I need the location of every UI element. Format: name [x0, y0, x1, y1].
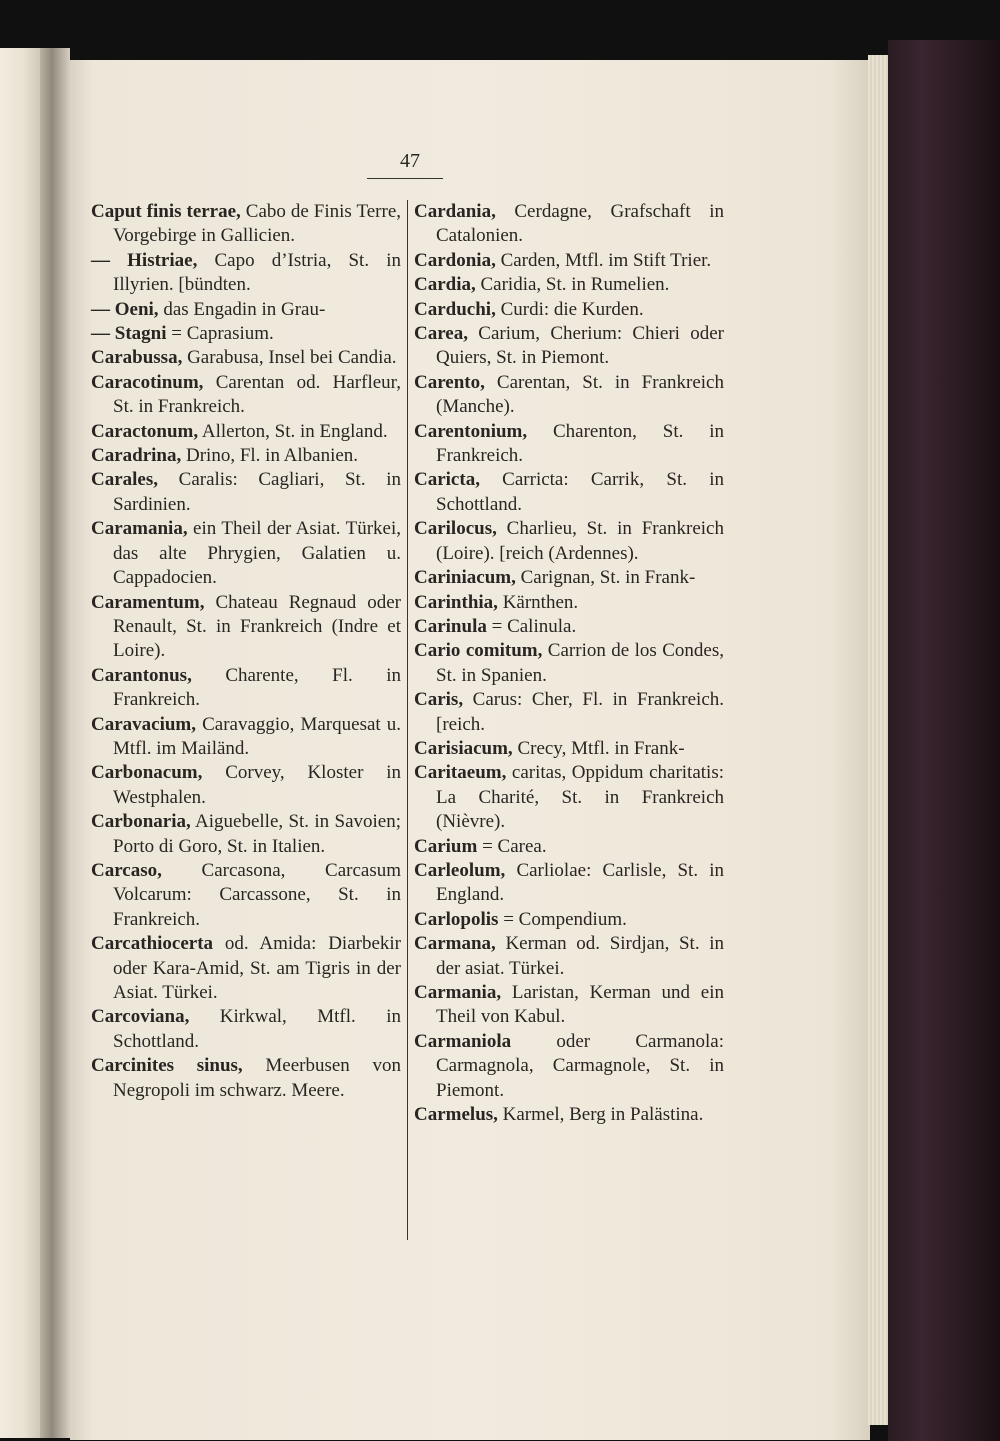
entry-text: Carentan od. Harfleur, St. in Frankreich. — [113, 371, 401, 418]
entry-term: Carcathiocerta — [91, 933, 214, 955]
dictionary-entry — [414, 298, 724, 322]
dictionary-entry — [414, 908, 724, 932]
dictionary-entry — [414, 1030, 724, 1103]
dictionary-entry — [414, 1103, 724, 1127]
right-column — [414, 200, 724, 1127]
entry-text: Caravaggio, Marquesat u. Mtfl. im Mailänd. — [113, 713, 401, 759]
dictionary-entry — [414, 859, 724, 908]
dictionary-entry — [91, 932, 401, 1005]
entry-term: Carmelus, — [414, 1104, 498, 1126]
dictionary-entry — [414, 688, 724, 737]
entry-term: Carinula — [414, 615, 487, 637]
entry-text: Carus: Cher, Fl. in Frankreich. [reich. — [436, 689, 724, 735]
entry-text: Caridia, St. in Rumelien. — [475, 274, 670, 296]
entry-term: Caramentum, — [91, 591, 205, 613]
entry-term: — Histriae, — [91, 249, 198, 271]
entry-term: Carcaso, — [91, 859, 162, 881]
entry-text: Caralis: Cagliari, St. in Sardinien. — [113, 469, 401, 515]
dictionary-entry — [91, 371, 401, 420]
entry-text: Cabo de Finis Terre, Vorgebirge in Gallicien. — [113, 201, 402, 247]
entry-term: Carduchi, — [414, 298, 496, 320]
entry-term: Carea, — [414, 323, 468, 345]
entry-text: Carentan, St. in Frankreich (Manche). — [436, 371, 724, 418]
entry-text: Carrion de los Condes, St. in Spanien. — [436, 640, 724, 686]
entry-text: das Engadin in Grau- — [158, 298, 326, 320]
entry-text: Kerman od. Sirdjan, St. in der asiat. Türkei. — [436, 933, 724, 979]
dictionary-entry — [91, 664, 401, 713]
entry-term: Caris, — [414, 689, 464, 711]
entry-term: Carmania, — [414, 982, 502, 1003]
page-number: 47 — [400, 150, 420, 172]
entry-term: Cardania, — [414, 201, 496, 222]
dictionary-entry — [414, 591, 724, 615]
entry-text: Charlieu, St. in Frankreich (Loire). [reich (Ardennes). — [436, 518, 724, 564]
entry-text: Drino, Fl. in Albanien. — [181, 445, 359, 467]
entry-text: Kärnthen. — [497, 591, 579, 613]
dictionary-entry — [414, 932, 724, 981]
entry-term: Caricta, — [414, 469, 480, 491]
entry-text: caritas, Oppidum charitatis: La Charité, St. in Frankreich (Nièvre). — [436, 762, 724, 833]
entry-term: Caput finis terrae, — [91, 201, 241, 222]
dictionary-entry — [91, 200, 401, 249]
entry-text: = Calinula. — [486, 615, 577, 637]
dictionary-entry — [414, 322, 724, 371]
entry-text: Karmel, Berg in Palästina. — [497, 1104, 704, 1126]
entry-term: Carento, — [414, 371, 485, 393]
entry-text: Carliolae: Carlisle, St. in England. — [436, 859, 724, 906]
entry-text: oder Carmanola: Carmagnola, Carmagnole, St. in Piemont. — [436, 1030, 724, 1101]
entry-term: Carales, — [91, 469, 159, 491]
page-number-rule — [367, 178, 443, 179]
dictionary-entry — [91, 322, 401, 346]
entry-term: Carleolum, — [414, 859, 506, 881]
entry-term: Caracotinum, — [91, 371, 204, 393]
entry-text: = Caprasium. — [166, 323, 274, 345]
entry-term: Caradrina, — [91, 445, 182, 467]
entry-term: Carlopolis — [414, 908, 499, 930]
entry-term: Cardia, — [414, 274, 476, 296]
dictionary-entry — [91, 1054, 401, 1103]
dictionary-entry — [91, 420, 401, 444]
entry-term: Caractonum, — [91, 420, 199, 442]
entry-text: Corvey, Kloster in Westphalen. — [113, 762, 401, 808]
entry-term: Carbonaria, — [91, 811, 191, 833]
entry-text: Garabusa, Insel bei Candia. — [182, 347, 397, 369]
left-column — [91, 200, 401, 1103]
entry-term: Caritaeum, — [414, 762, 507, 784]
dictionary-entry — [414, 761, 724, 834]
dictionary-entry — [91, 1005, 401, 1054]
entry-term: Carmaniola — [414, 1030, 512, 1052]
entry-text: Allerton, St. in England. — [198, 420, 388, 442]
entry-text: Charenton, St. in Frankreich. — [436, 420, 724, 467]
dictionary-entry — [414, 420, 724, 469]
entry-text: = Compendium. — [498, 908, 627, 930]
entry-term: Cardonia, — [414, 249, 496, 271]
dictionary-entry — [91, 517, 401, 590]
entry-term: Carcinites sinus, — [91, 1055, 243, 1077]
entry-term: Carilocus, — [414, 518, 497, 540]
entry-text: Crecy, Mtfl. in Frank- — [512, 737, 685, 759]
book-gutter — [40, 48, 70, 1438]
entry-text: Carium, Cherium: Chieri oder Quiers, St. in Piemont. — [436, 323, 724, 369]
dictionary-entry — [414, 468, 724, 517]
entry-text: Cerdagne, Grafschaft in Catalonien. — [436, 201, 724, 247]
dictionary-entry — [91, 468, 401, 517]
dictionary-entry — [414, 835, 724, 859]
dictionary-entry — [414, 200, 724, 249]
dictionary-entry — [414, 615, 724, 639]
entry-text: Carricta: Carrik, St. in Schottland. — [436, 469, 724, 515]
dictionary-entry — [91, 298, 401, 322]
entry-term: Cariniacum, — [414, 567, 516, 589]
facing-page-edge — [0, 48, 40, 1438]
entry-term: Caramania, — [91, 518, 188, 540]
entry-term: Carcoviana, — [91, 1006, 190, 1028]
dictionary-entry — [91, 249, 401, 298]
entry-text: Capo d’Istria, St. in Illyrien. [bündten. — [113, 249, 401, 296]
entry-term: Carantonus, — [91, 664, 192, 686]
entry-term: Carbonacum, — [91, 762, 203, 784]
entry-term: Carisiacum, — [414, 737, 513, 759]
entry-term: Carentonium, — [414, 420, 528, 442]
entry-term: Carmana, — [414, 933, 496, 955]
entry-text: = Carea. — [477, 835, 547, 857]
entry-term: Cario comitum, — [414, 640, 543, 662]
dictionary-entry — [91, 761, 401, 810]
entry-term: Carabussa, — [91, 347, 183, 369]
entry-term: — Oeni, — [91, 298, 159, 320]
dictionary-entry — [91, 444, 401, 468]
entry-text: Kirkwal, Mtfl. in Schottland. — [113, 1006, 401, 1052]
entry-text: Carcasona, Carcasum Volcarum: Carcassone, St. in Frankreich. — [113, 859, 401, 930]
entry-term: — Stagni — [91, 323, 167, 345]
dictionary-entry — [414, 737, 724, 761]
dictionary-entry — [414, 981, 724, 1030]
dictionary-entry — [414, 371, 724, 420]
dictionary-entry — [414, 249, 724, 273]
dictionary-entry — [91, 810, 401, 859]
entry-text: Aiguebelle, St. in Savoien; Porto di Goro, St. in Italien. — [113, 811, 401, 857]
dictionary-entry — [414, 517, 724, 566]
entry-text: Meerbusen von Negropoli im schwarz. Meere. — [113, 1055, 401, 1101]
entry-text: od. Amida: Diarbekir oder Kara-Amid, St. am Tigris in der Asiat. Türkei. — [113, 933, 401, 1003]
dictionary-entry — [414, 566, 724, 590]
dictionary-entry — [91, 591, 401, 664]
column-divider — [407, 200, 408, 1240]
book-cover-edge — [888, 40, 1000, 1441]
dictionary-entry — [91, 346, 401, 370]
entry-text: Chateau Regnaud oder Renault, St. in Frankreich (Indre et Loire). — [113, 591, 401, 662]
entry-text: ein Theil der Asiat. Türkei, das alte Phrygien, Galatien u. Cappadocien. — [113, 518, 401, 589]
dictionary-entry — [414, 273, 724, 297]
entry-term: Carinthia, — [414, 591, 498, 613]
entry-text: Laristan, Kerman und ein Theil von Kabul. — [436, 982, 724, 1028]
entry-text: Carden, Mtfl. im Stift Trier. — [495, 249, 712, 271]
dictionary-entry — [414, 639, 724, 688]
entry-text: Carignan, St. in Frank- — [515, 567, 696, 589]
entry-term: Caravacium, — [91, 713, 197, 735]
entry-text: Curdi: die Kurden. — [495, 298, 644, 320]
dictionary-entry — [91, 713, 401, 762]
entry-text: Charente, Fl. in Frankreich. — [113, 664, 401, 711]
dictionary-entry — [91, 859, 401, 932]
entry-term: Carium — [414, 835, 478, 857]
page-block-edge — [868, 55, 890, 1425]
